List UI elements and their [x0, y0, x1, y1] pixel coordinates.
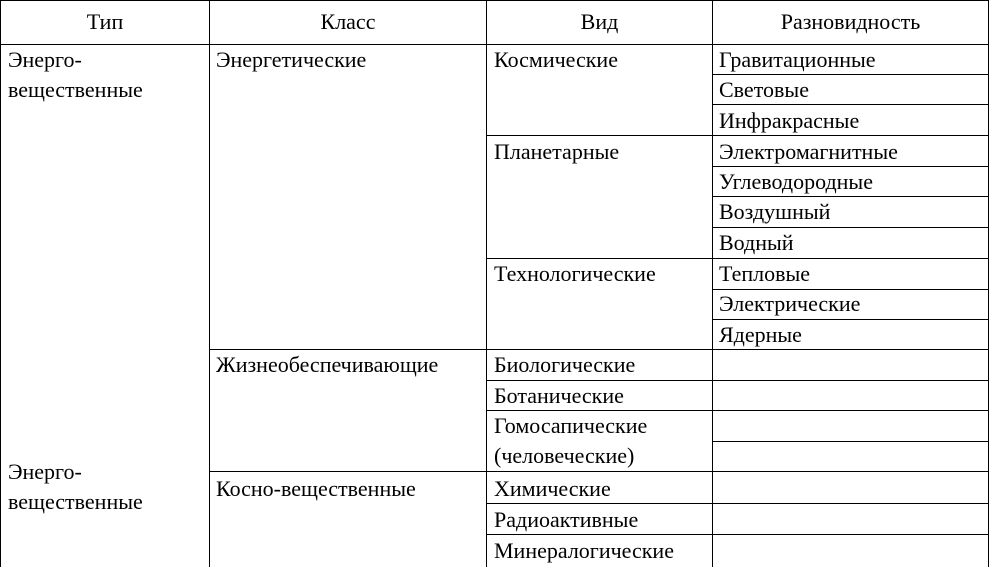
- variety-separator-8: [712, 441, 989, 442]
- table-border-top: [0, 0, 989, 1]
- kind-mineralogical: Минералогические: [494, 538, 674, 563]
- variety-light: Световые: [719, 77, 809, 102]
- kind-radioactive: Радиоактивные: [494, 507, 639, 532]
- type-second-line1: Энерго-: [8, 459, 82, 484]
- class-energy: Энергетические: [216, 47, 367, 72]
- kind-chemical: Химические: [494, 476, 611, 501]
- header-variety: Разновидность: [780, 9, 921, 34]
- variety-hydrocarbon: Углеводородные: [719, 169, 873, 194]
- variety-water: Водный: [719, 230, 794, 255]
- table-divider-type-class: [209, 0, 210, 567]
- header-class: Класс: [320, 9, 376, 34]
- class-separator-2: [209, 471, 989, 472]
- variety-infrared: Инфракрасные: [719, 108, 860, 133]
- kind-technological: Технологические: [494, 261, 656, 286]
- variety-gravitational: Гравитационные: [719, 47, 876, 72]
- type-first-line2: вещественные: [8, 77, 143, 102]
- variety-thermal: Тепловые: [719, 261, 811, 286]
- kind-homosapic-line2: (человеческие): [494, 443, 635, 468]
- header-type: Тип: [86, 9, 124, 34]
- table-border-left: [0, 0, 1, 567]
- variety-nuclear: Ядерные: [719, 322, 802, 347]
- class-life: Жизнеобеспечивающие: [216, 352, 439, 377]
- variety-electric: Электрические: [719, 291, 861, 316]
- table-divider-class-kind: [486, 0, 487, 567]
- kind-homosapic-line1: Гомосапические: [494, 413, 648, 438]
- kind-planetary: Планетарные: [494, 139, 620, 164]
- kind-botanical: Ботанические: [494, 383, 624, 408]
- type-first-line1: Энерго-: [8, 47, 82, 72]
- variety-electromagnetic: Электромагнитные: [719, 139, 898, 164]
- header-kind: Вид: [580, 9, 619, 34]
- table-divider-kind-variety: [712, 0, 713, 567]
- variety-air: Воздушный: [719, 199, 831, 224]
- class-inert: Косно-вещественные: [216, 476, 416, 501]
- kind-biological: Биологические: [494, 352, 636, 377]
- type-second-line2: вещественные: [8, 489, 143, 514]
- kind-cosmic: Космические: [494, 47, 618, 72]
